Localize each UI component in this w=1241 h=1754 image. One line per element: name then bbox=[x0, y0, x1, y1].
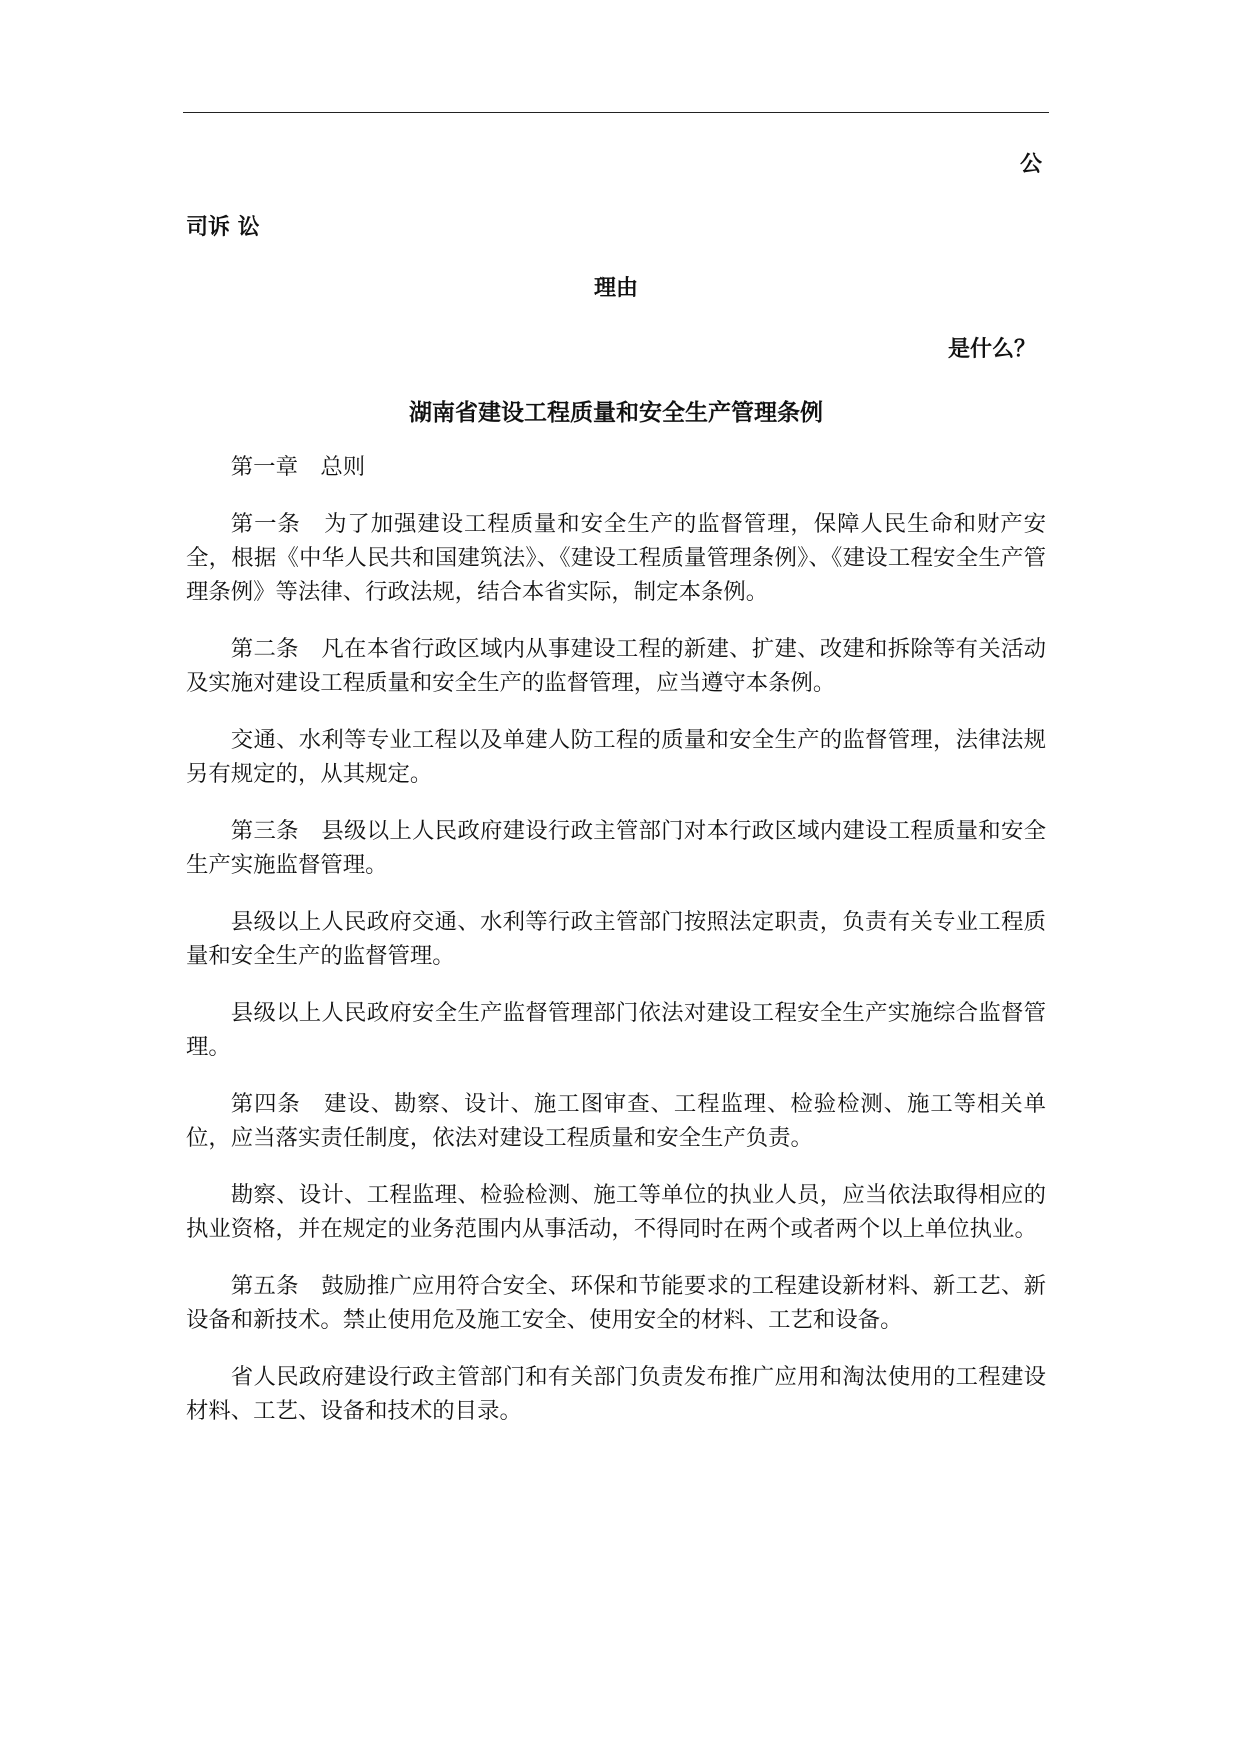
article-paragraph: 第三条 县级以上人民政府建设行政主管部门对本行政区域内建设工程质量和安全生产实施监督管理。 bbox=[186, 818, 1046, 878]
article-paragraph: 县级以上人民政府交通、水利等行政主管部门按照法定职责，负责有关专业工程质量和安全生产的监督管理。 bbox=[186, 909, 1046, 969]
fragment-shishenme: 是什么？ bbox=[948, 336, 1037, 362]
article-paragraph: 省人民政府建设行政主管部门和有关部门负责发布推广应用和淘汰使用的工程建设材料、工艺、设备和技术的目录。 bbox=[186, 1364, 1046, 1424]
article-paragraph: 县级以上人民政府安全生产监督管理部门依法对建设工程安全生产实施综合监督管理。 bbox=[186, 1000, 1046, 1060]
fragment-gong: 公 bbox=[1020, 151, 1043, 177]
chapter-heading: 第一章 总则 bbox=[230, 454, 366, 480]
article-paragraph: 第二条 凡在本省行政区域内从事建设工程的新建、扩建、改建和拆除等有关活动及实施对建设工程质量和安全生产的监督管理，应当遵守本条例。 bbox=[186, 636, 1046, 696]
document-body bbox=[186, 450, 1046, 1451]
article-paragraph: 交通、水利等专业工程以及单建人防工程的质量和安全生产的监督管理，法律法规另有规定的，从其规定。 bbox=[186, 727, 1046, 787]
document-title: 湖南省建设工程质量和安全生产管理条例 bbox=[409, 399, 823, 426]
fragment-sisong: 司诉 讼 bbox=[186, 214, 260, 240]
header-rule bbox=[183, 112, 1049, 113]
fragment-liyou: 理由 bbox=[594, 275, 639, 301]
article-paragraph: 第一条 为了加强建设工程质量和安全生产的监督管理，保障人民生命和财产安全，根据《中华人民共和国建筑法》、《建设工程质量管理条例》、《建设工程安全生产管理条例》等法律、行政法规，结合本省实际，制定本条例。 bbox=[186, 511, 1046, 605]
article-paragraph: 勘察、设计、工程监理、检验检测、施工等单位的执业人员，应当依法取得相应的执业资格，并在规定的业务范围内从事活动，不得同时在两个或者两个以上单位执业。 bbox=[186, 1182, 1046, 1242]
article-paragraph: 第四条 建设、勘察、设计、施工图审查、工程监理、检验检测、施工等相关单位，应当落实责任制度，依法对建设工程质量和安全生产负责。 bbox=[186, 1091, 1046, 1151]
article-paragraph: 第五条 鼓励推广应用符合安全、环保和节能要求的工程建设新材料、新工艺、新设备和新技术。禁止使用危及施工安全、使用安全的材料、工艺和设备。 bbox=[186, 1273, 1046, 1333]
